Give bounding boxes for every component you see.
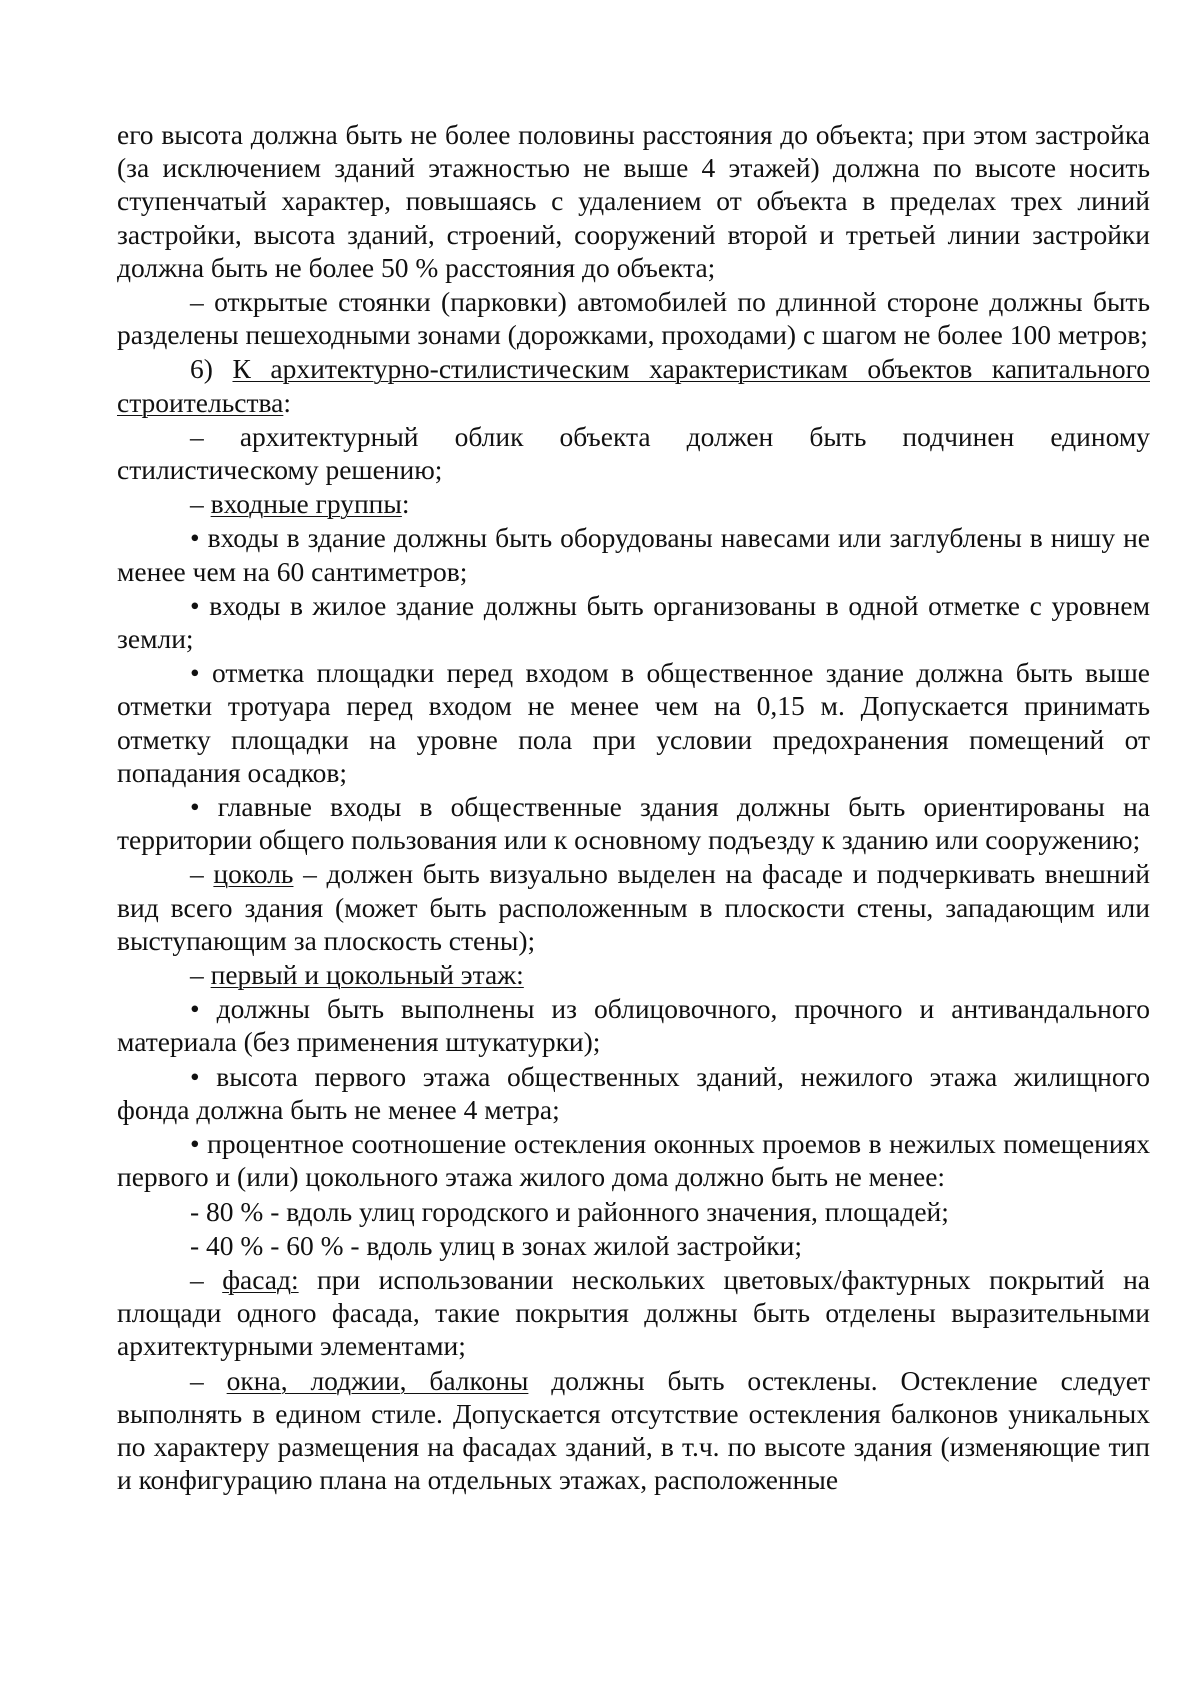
text-run: • входы в здание должны быть оборудованы навесами или заглублены в нишу не менее чем на 60 сантиметров; <box>117 522 1150 587</box>
text-run: - 40 % - 60 % - вдоль улиц в зонах жилой застройки; <box>190 1229 803 1261</box>
bullet-item <box>117 790 1150 857</box>
paragraph-plinth <box>117 857 1150 958</box>
text-run: • входы в жилое здание должны быть организованы в одной отметке с уровнем земли; <box>117 589 1150 655</box>
text-run: – архитектурный облик объекта должен быть подчинен единому стилистическому решению; <box>117 420 1150 486</box>
bullet-item <box>117 521 1150 588</box>
text-run: – <box>190 1364 227 1396</box>
section-heading-6 <box>117 352 1150 419</box>
text-run: должны быть остеклены. Остекление следует выполнять в едином стиле. Допускается отсутствие остекления балконов уникальных по характеру размещения на фасадах зданий, в т.ч. по высоте здания (изменяющие тип и конфигурацию плана на отдельных этажах, расположенные <box>117 1364 1151 1496</box>
paragraph-parking <box>117 285 1150 352</box>
document-body <box>117 118 1150 1497</box>
text-run: • высота первого этажа общественных зданий, нежилого этажа жилищного фонда должна быть не менее 4 метра; <box>117 1060 1150 1125</box>
bullet-item <box>117 992 1150 1059</box>
paragraph-facade <box>117 1263 1150 1364</box>
text-run: • отметка площадки перед входом в общественное здание должна быть выше отметки тротуара перед входом не менее чем на 0,15 м. Допускается принимать отметку площадки на уровне пола при условии предохранения помещений от попадания осадков; <box>117 657 1150 788</box>
subheading-entrance-groups <box>117 487 1150 521</box>
underlined-term: первый и цокольный этаж: <box>210 959 524 991</box>
text-run: • главные входы в общественные здания должны быть ориентированы на территории общего пользования или к основному подъезду к зданию или сооружению; <box>117 791 1150 856</box>
dash-item <box>117 1229 1150 1263</box>
text-run: – <box>190 858 214 890</box>
text-run: – открытые стоянки (парковки) автомобилей по длинной стороне должны быть разделены пешеходными зонами (дорожками, проходами) с шагом не более 100 метров; <box>117 286 1150 351</box>
text-run: – должен быть визуально выделен на фасаде и подчеркивать внешний вид всего здания (может быть расположенным в плоскости стены, западающим или выступающим за плоскость стены); <box>117 858 1150 956</box>
text-run: : <box>283 386 291 418</box>
text-run: • должны быть выполнены из облицовочного, прочного и антивандального материала (без применения штукатурки); <box>117 993 1150 1058</box>
underlined-term: окна, лоджии, балконы <box>226 1364 529 1396</box>
underlined-heading: К архитектурно-стилистическим характеристикам объектов капитального строительства <box>117 353 1150 418</box>
bullet-item <box>117 1127 1150 1194</box>
text-run: – <box>190 959 211 991</box>
text-run: : <box>401 488 410 520</box>
bullet-item <box>117 589 1150 656</box>
text-run: его высота должна быть не более половины расстояния до объекта; при этом застройка (за исключением зданий этажностью не выше 4 этажей) должна по высоте носить ступенчатый характер, повышаясь с удалением от объекта в пределах трех линий застройки, высота зданий, строений, сооружений второй и третьей линии застройки должна быть не более 50 % расстояния до объекта; <box>117 119 1150 283</box>
text-run: 6) <box>190 353 233 385</box>
text-run: – <box>190 1263 223 1295</box>
text-run: – <box>190 488 211 520</box>
bullet-item <box>117 656 1150 790</box>
underlined-term: входные группы <box>210 488 402 520</box>
paragraph-architectural-appearance <box>117 420 1150 487</box>
text-run: - 80 % - вдоль улиц городского и районного значения, площадей; <box>190 1195 949 1227</box>
subheading-first-floor <box>117 958 1150 992</box>
paragraph-height-restrictions <box>117 118 1150 285</box>
bullet-item <box>117 1060 1150 1127</box>
text-run: при использовании нескольких цветовых/фактурных покрытий на площади одного фасада, такие покрытия должны быть отделены выразительными архитектурными элементами; <box>117 1263 1151 1362</box>
underlined-term: фасад: <box>222 1263 299 1295</box>
text-run: • процентное соотношение остекления оконных проемов в нежилых помещениях первого и (или) цокольного этажа жилого дома должно быть не менее: <box>117 1128 1150 1193</box>
paragraph-windows-balconies <box>117 1364 1150 1498</box>
dash-item <box>117 1195 1150 1229</box>
underlined-term: цоколь <box>213 858 294 890</box>
